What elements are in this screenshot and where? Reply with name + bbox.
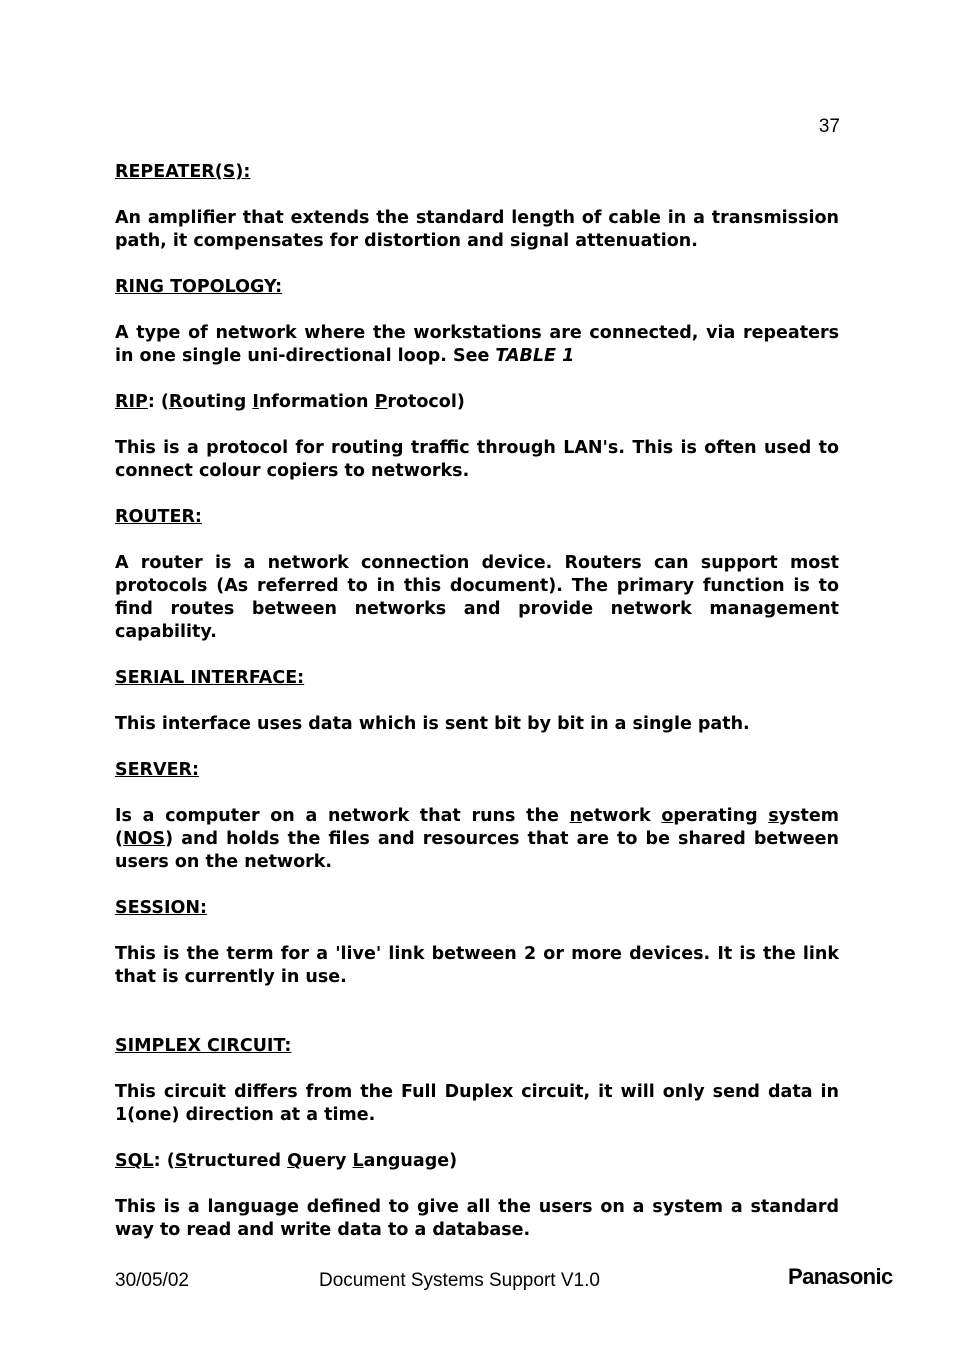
table-reference: TABLE 1 <box>495 346 575 366</box>
glossary-definition: This interface uses data which is sent bit by bit in a single path. <box>115 714 750 734</box>
spacer <box>115 1012 839 1035</box>
glossary-definition: Is a computer on a network that runs the network operating system (NOS) and holds the files and resources that are to be shared between users on the network. <box>115 806 839 872</box>
glossary-definition: This is a protocol for routing traffic through LAN's. This is often used to connect colour copiers to networks. <box>115 438 839 481</box>
glossary-definition: A router is a network connection device. Routers can support most protocols (As referred to in this document). The primary function is to find routes between networks and provide network management capability. <box>115 553 839 642</box>
glossary-term: ROUTER: <box>115 507 202 527</box>
glossary-definition: This is the term for a 'live' link between 2 or more devices. It is the link that is currently in use. <box>115 944 839 987</box>
glossary-definition: An amplifier that extends the standard length of cable in a transmission path, it compensates for distortion and signal attenuation. <box>115 208 839 251</box>
footer-title: Document Systems Support V1.0 <box>319 1270 600 1291</box>
panasonic-logo: Panasonic <box>788 1264 893 1289</box>
glossary-term: SERVER: <box>115 760 200 780</box>
glossary-term: REPEATER(S): <box>115 162 251 182</box>
glossary-content <box>115 161 839 1265</box>
glossary-term: SERIAL INTERFACE: <box>115 668 305 688</box>
glossary-term: RING TOPOLOGY: <box>115 277 283 297</box>
glossary-definition: This is a language defined to give all the users on a system a standard way to read and write data to a database. <box>115 1197 839 1240</box>
glossary-definition: This circuit differs from the Full Duplex circuit, it will only send data in 1(one) direction at a time. <box>115 1082 839 1125</box>
page-number: 37 <box>818 116 840 137</box>
glossary-term: SIMPLEX CIRCUIT: <box>115 1036 292 1056</box>
glossary-definition: A type of network where the workstations are connected, via repeaters in one single uni-directional loop. See TABLE 1 <box>115 323 839 366</box>
footer-date: 30/05/02 <box>115 1270 189 1291</box>
glossary-term: SESSION: <box>115 898 208 918</box>
glossary-term: RIP: (Routing Information Protocol) <box>115 392 465 412</box>
glossary-term: SQL: (Structured Query Language) <box>115 1151 458 1171</box>
